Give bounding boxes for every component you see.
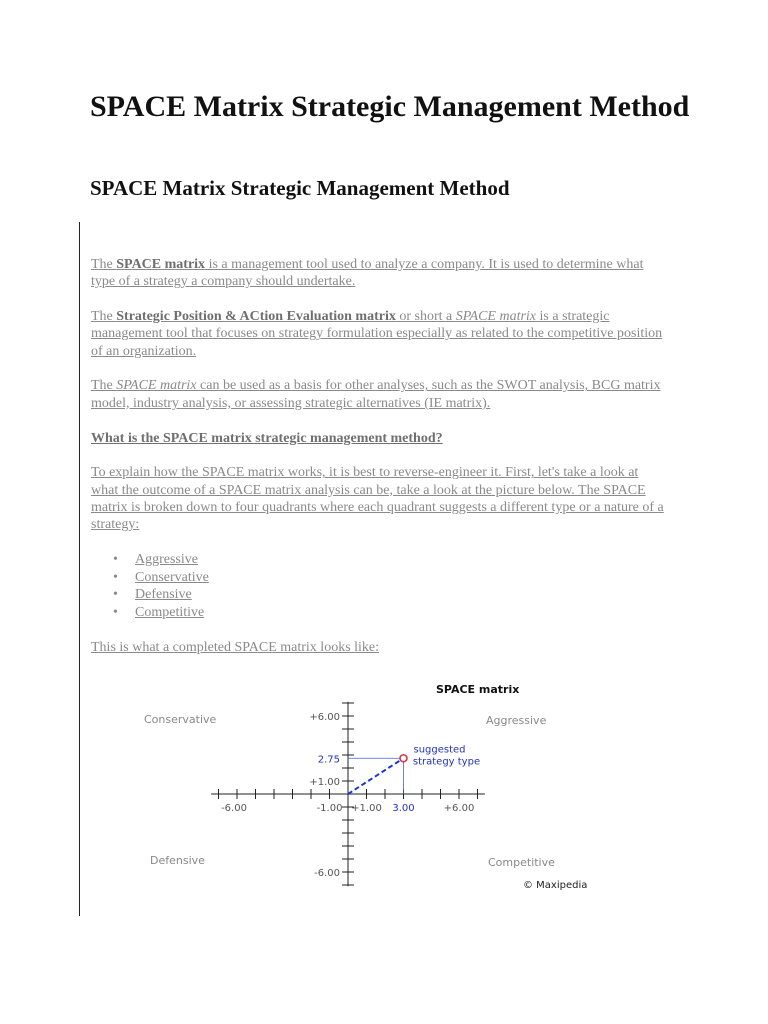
list-item: • Aggressive — [113, 552, 198, 568]
strategy-point — [400, 755, 407, 762]
quadrant-label-aggressive: Aggressive — [486, 714, 547, 727]
page-title: SPACE Matrix Strategic Management Method — [90, 90, 690, 123]
space-matrix-figure — [90, 676, 610, 896]
y-tick-label: -6.00 — [314, 868, 340, 879]
list-item: • Conservative — [113, 569, 209, 585]
y-tick-label: 2.75 — [317, 754, 340, 766]
space-matrix-chart — [90, 676, 610, 896]
quadrant-label-defensive: Defensive — [150, 854, 205, 867]
x-tick-label: +1.00 — [351, 803, 382, 814]
paragraph-explain: To explain how the SPACE matrix works, it is best to reverse-engineer it. First, let's take a look at what the outcome of a SPACE matrix analysis can be, take a look at the picture below. The SPACE matrix is broken down to four quadrants where each quadrant suggests a different type or a nature of a strategy: — [91, 465, 664, 533]
list-item: • Defensive — [113, 587, 192, 603]
chart-credit: © Maxipedia — [523, 880, 588, 891]
paragraph-intro: The SPACE matrix is a management tool used to analyze a company. It is used to determine what type of a strategy a company should undertake. — [91, 257, 644, 290]
question-heading: What is the SPACE matrix strategic management method? — [91, 430, 443, 446]
quadrant-label-competitive: Competitive — [488, 856, 555, 869]
strategy-vector — [348, 758, 404, 794]
x-tick-label: +6.00 — [443, 803, 475, 814]
x-tick-label: 3.00 — [392, 803, 415, 814]
quadrant-list — [91, 551, 666, 621]
paragraph-uses: The SPACE matrix can be used as a basis for other analyses, such as the SWOT analysis, BCG matrix model, industry analysis, or assessing strategic alternatives (IE matrix). — [91, 378, 661, 411]
left-border-line — [79, 222, 80, 916]
list-item: • Competitive — [113, 604, 205, 620]
y-tick-label: +6.00 — [309, 712, 340, 723]
page-subtitle: SPACE Matrix Strategic Management Method — [90, 176, 510, 200]
point-label-line2: strategy type — [412, 756, 481, 768]
article-body — [91, 256, 666, 673]
y-tick-label: +1.00 — [309, 777, 340, 788]
x-tick-label: -6.00 — [221, 803, 247, 814]
x-tick-label: -1.00 — [316, 803, 343, 814]
quadrant-label-conservative: Conservative — [144, 713, 217, 726]
paragraph-figure-intro: This is what a completed SPACE matrix looks like: — [91, 639, 380, 655]
point-label-line1: suggested — [413, 744, 466, 756]
chart-title: SPACE matrix — [436, 683, 520, 696]
paragraph-definition: The Strategic Position & ACtion Evaluation matrix or short a SPACE matrix is a strategic management tool that focuses on strategy formulation especially as related to the competitive position of an organization. — [91, 309, 663, 359]
